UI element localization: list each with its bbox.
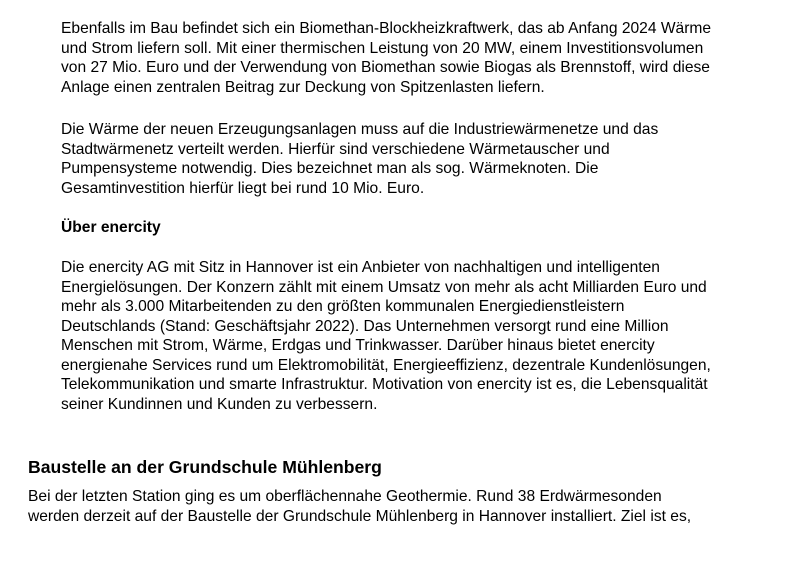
text-line: von 27 Mio. Euro und der Verwendung von Biomethan sowie Biogas als Brennstoff, wird diese	[61, 59, 710, 76]
text-line: Energielösungen. Der Konzern zählt mit einem Umsatz von mehr als acht Milliarden Euro und	[61, 278, 707, 296]
text-line: Menschen mit Strom, Wärme, Erdgas und Trinkwasser. Darüber hinaus bietet enercity	[61, 337, 655, 354]
paragraph-biomethan	[61, 19, 781, 97]
about-heading: Über enercity	[61, 219, 161, 236]
paragraph-about-enercity	[61, 258, 781, 414]
text-line: werden derzeit auf der Baustelle der Grundschule Mühlenberg in Hannover installiert. Ziel ist es,	[28, 507, 692, 525]
text-line: Bei der letzten Station ging es um oberflächennahe Geothermie. Rund 38 Erdwärmesonden	[28, 488, 662, 505]
text-line: Pumpensysteme notwendig. Dies bezeichnet man als sog. Wärmeknoten. Die	[61, 160, 599, 177]
text-line: Ebenfalls im Bau befindet sich ein Biomethan-Blockheizkraftwerk, das ab Anfang 2024 Wärme	[61, 20, 712, 37]
text-line: Deutschlands (Stand: Geschäftsjahr 2022). Das Unternehmen versorgt rund eine Million	[61, 317, 669, 335]
text-line: Anlage einen zentralen Beitrag zur Deckung von Spitzenlasten liefern.	[61, 78, 545, 96]
text-line: Telekommunikation und smarte Infrastruktur. Motivation von enercity ist es, die Lebensqualität	[61, 376, 708, 393]
text-line: Stadtwärmenetz verteilt werden. Hierfür sind verschiedene Wärmetauscher und	[61, 140, 610, 158]
text-line: Die Wärme der neuen Erzeugungsanlagen muss auf die Industriewärmenetze und das	[61, 121, 659, 138]
section-heading: Baustelle an der Grundschule Mühlenberg	[28, 457, 382, 477]
text-line: Die enercity AG mit Sitz in Hannover ist ein Anbieter von nachhaltigen und intelligenten	[61, 259, 660, 276]
text-line: mehr als 3.000 Mitarbeitenden zu den größten kommunalen Energiedienstleistern	[61, 298, 625, 315]
text-line: energienahe Services rund um Elektromobilität, Energieeffizienz, dezentrale Kundenlösungen,	[61, 356, 711, 374]
text-line: Gesamtinvestition hierfür liegt bei rund 10 Mio. Euro.	[61, 179, 425, 197]
text-line: seiner Kundinnen und Kunden zu verbessern.	[61, 395, 378, 413]
paragraph-geothermie	[28, 487, 778, 526]
paragraph-waermeknoten	[61, 120, 781, 198]
text-line: und Strom liefern soll. Mit einer thermischen Leistung von 20 MW, einem Investitionsvolumen	[61, 39, 704, 57]
